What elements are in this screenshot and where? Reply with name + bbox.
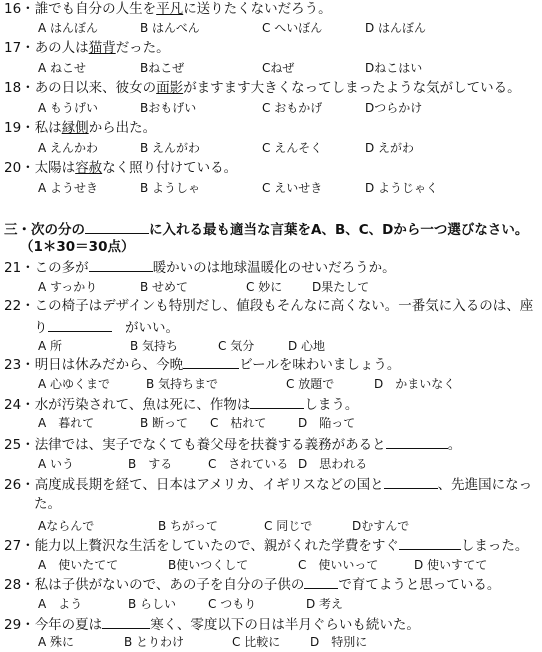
answer-option[interactable]: D 特別に xyxy=(310,635,368,649)
answer-option[interactable]: C 気分 xyxy=(218,339,255,353)
question-text: 太陽は xyxy=(34,160,76,176)
question-text: で育てようと思っている。 xyxy=(338,577,501,593)
question-number: 23・ xyxy=(4,357,35,373)
answer-option[interactable]: C つもり xyxy=(208,597,257,611)
answer-option[interactable]: C 使いいって xyxy=(298,558,379,572)
question-number: 18・ xyxy=(4,80,35,96)
answer-option[interactable]: Bおもげい xyxy=(140,101,197,115)
answer-option[interactable]: D はんぼん xyxy=(365,21,427,35)
section-heading xyxy=(4,221,528,238)
underlined-word: 容赦 xyxy=(75,160,103,176)
question-19 xyxy=(4,120,156,136)
question-24 xyxy=(4,396,358,413)
answer-option[interactable]: A 使いたてて xyxy=(38,558,119,572)
answer-option[interactable]: B 気持ち xyxy=(130,339,179,353)
answer-option[interactable]: D 思われる xyxy=(298,457,368,471)
answer-option[interactable]: C 比較に xyxy=(232,635,281,649)
answer-option[interactable]: A 所 xyxy=(38,339,63,353)
answer-option[interactable]: A もうげい xyxy=(38,101,99,115)
question-number: 21・ xyxy=(4,260,35,276)
question-29 xyxy=(4,616,420,633)
answer-option[interactable]: B とりわけ xyxy=(124,635,185,649)
answer-blank xyxy=(85,221,149,234)
question-number: 27・ xyxy=(4,538,35,554)
answer-option[interactable]: A えんかわ xyxy=(38,141,99,155)
answer-blank xyxy=(304,576,338,589)
question-text: 明日は休みだから、今晩 xyxy=(34,357,184,373)
question-number: 16・ xyxy=(4,1,35,17)
question-text: 誰でも自分の人生を xyxy=(34,1,157,17)
question-number: 17・ xyxy=(4,40,35,56)
answer-option[interactable]: Aならんで xyxy=(38,519,95,533)
question-text: 私は子供がないので、あの子を自分の子供の xyxy=(34,577,305,593)
answer-option[interactable]: B する xyxy=(128,457,173,471)
question-text: なく照り付けている。 xyxy=(102,160,238,176)
question-text: がいい。 xyxy=(111,320,179,336)
question-number: 28・ xyxy=(4,577,35,593)
question-16 xyxy=(4,1,332,17)
question-text: しまう。 xyxy=(304,397,359,413)
answer-option[interactable]: C えいせき xyxy=(262,181,323,195)
answer-option[interactable]: C へいぼん xyxy=(262,21,323,35)
answer-option[interactable]: D えがわ xyxy=(365,141,415,155)
answer-option[interactable]: C えんそく xyxy=(262,141,323,155)
question-text: ビールを味わいましょう。 xyxy=(239,357,401,373)
points-note: （1＊30＝30点） xyxy=(20,239,135,255)
answer-blank xyxy=(89,259,153,272)
question-text: この多が xyxy=(34,260,89,276)
question-number: 25・ xyxy=(4,437,35,453)
question-22 xyxy=(4,298,533,314)
question-text: だった。 xyxy=(115,40,170,56)
answer-blank xyxy=(384,476,438,489)
answer-option[interactable]: D果たして xyxy=(312,280,370,294)
answer-option[interactable]: C 同じで xyxy=(264,519,313,533)
answer-option[interactable]: Dねこはい xyxy=(365,61,423,75)
question-21 xyxy=(4,259,396,276)
answer-option[interactable]: D かまいなく xyxy=(374,377,456,391)
question-28 xyxy=(4,576,500,593)
question-text: から出た。 xyxy=(88,120,157,136)
answer-option[interactable]: B はんべん xyxy=(140,21,200,35)
answer-option[interactable]: D 陥って xyxy=(298,416,356,430)
answer-blank xyxy=(48,319,112,332)
question-text: り xyxy=(34,320,48,336)
question-text: あの日以来、彼女の xyxy=(34,80,157,96)
question-text: 法律では、実子でなくても養父母を扶養する義務があると xyxy=(34,437,386,453)
answer-option[interactable]: A ようせき xyxy=(38,181,99,195)
underlined-word: 縁側 xyxy=(61,120,89,136)
answer-option[interactable]: D ようじゃく xyxy=(365,181,439,195)
answer-blank xyxy=(250,396,304,409)
question-text: がますます大きくなってしまったような気がしている。 xyxy=(183,80,521,96)
answer-option[interactable]: A よう xyxy=(38,597,83,611)
answer-option[interactable]: Cねぜ xyxy=(262,61,295,75)
answer-blank xyxy=(386,436,448,449)
question-17 xyxy=(4,40,170,56)
answer-option[interactable]: B せめて xyxy=(140,280,189,294)
question-text: あの人は xyxy=(34,40,89,56)
answer-option[interactable]: C 枯れて xyxy=(210,416,267,430)
answer-option[interactable]: C 放題で xyxy=(286,377,335,391)
answer-option[interactable]: A ねこせ xyxy=(38,61,87,75)
question-text: 寒く、零度以下の日は半月ぐらいも続いた。 xyxy=(150,617,420,633)
question-number: 29・ xyxy=(4,617,35,633)
question-text: た。 xyxy=(34,496,61,512)
answer-option[interactable]: D 使いすてて xyxy=(414,558,488,572)
answer-option[interactable]: B えんがわ xyxy=(140,141,201,155)
answer-option[interactable]: B ようしゃ xyxy=(140,181,201,195)
answer-option[interactable]: Dむすんで xyxy=(352,519,410,533)
answer-option[interactable]: B らしい xyxy=(128,597,177,611)
question-18 xyxy=(4,80,521,96)
answer-option[interactable]: C 妙に xyxy=(246,280,283,294)
answer-option[interactable]: C されている xyxy=(208,457,289,471)
question-text: 能力以上贅沢な生活をしていたので、親がくれた学費をすぐ xyxy=(34,538,399,554)
section-heading-text: に入れる最も適当な言葉をA、B、C、Dから一つ選びなさい。 xyxy=(149,222,529,238)
underlined-word: 面影 xyxy=(156,80,184,96)
answer-option[interactable]: B ちがって xyxy=(158,519,219,533)
answer-option[interactable]: A いう xyxy=(38,457,75,471)
answer-option[interactable]: A すっかり xyxy=(38,280,98,294)
question-number: 24・ xyxy=(4,397,35,413)
answer-option[interactable]: B使いつくして xyxy=(168,558,249,572)
question-text: 今年の夏は xyxy=(34,617,103,633)
section-heading-text: 三・次の分の xyxy=(4,222,85,238)
question-number: 22・ xyxy=(4,298,35,314)
answer-option[interactable]: Dつらかけ xyxy=(365,101,423,115)
answer-option[interactable]: A 心ゆくまで xyxy=(38,377,111,391)
question-23 xyxy=(4,356,400,373)
underlined-word: 平凡 xyxy=(156,1,184,17)
question-continuation xyxy=(34,319,179,336)
answer-option[interactable]: A はんぼん xyxy=(38,21,99,35)
answer-blank xyxy=(399,537,461,550)
question-text: 、先進国になっ xyxy=(437,477,533,493)
answer-blank xyxy=(102,616,150,629)
question-25 xyxy=(4,436,461,453)
question-text: 。 xyxy=(447,437,462,453)
question-text: しまった。 xyxy=(460,538,529,554)
answer-option[interactable]: A 殊に xyxy=(38,635,75,649)
question-number: 20・ xyxy=(4,160,35,176)
question-text: 高度成長期を経て、日本はアメリカ、イギリスなどの国と xyxy=(34,477,384,493)
underlined-word: 猫背 xyxy=(88,40,116,56)
question-20 xyxy=(4,160,237,176)
question-27 xyxy=(4,537,528,554)
question-26 xyxy=(4,476,532,493)
question-text: 水が汚染されて、魚は死に、作物は xyxy=(34,397,251,413)
answer-option[interactable]: D 考え xyxy=(306,597,344,611)
answer-option[interactable]: D 心地 xyxy=(288,339,326,353)
question-number: 19・ xyxy=(4,120,35,136)
answer-option[interactable]: C おもかげ xyxy=(262,101,323,115)
answer-option[interactable]: A 暮れて xyxy=(38,416,95,430)
question-text: 暖かいのは地球温暖化のせいだろうか。 xyxy=(152,260,396,276)
answer-option[interactable]: B 気持ちまで xyxy=(146,377,219,391)
answer-blank xyxy=(183,356,239,369)
question-continuation xyxy=(34,496,61,512)
question-number: 26・ xyxy=(4,477,35,493)
answer-option[interactable]: Bねこぜ xyxy=(140,61,185,75)
question-text: この椅子はデザインも特別だし、値段もそんなに高くない。一番気に入るのは、座 xyxy=(34,298,534,314)
question-text: に送りたくないだろう。 xyxy=(183,1,332,17)
question-text: 私は xyxy=(34,120,62,136)
answer-option[interactable]: B 断って xyxy=(140,416,189,430)
